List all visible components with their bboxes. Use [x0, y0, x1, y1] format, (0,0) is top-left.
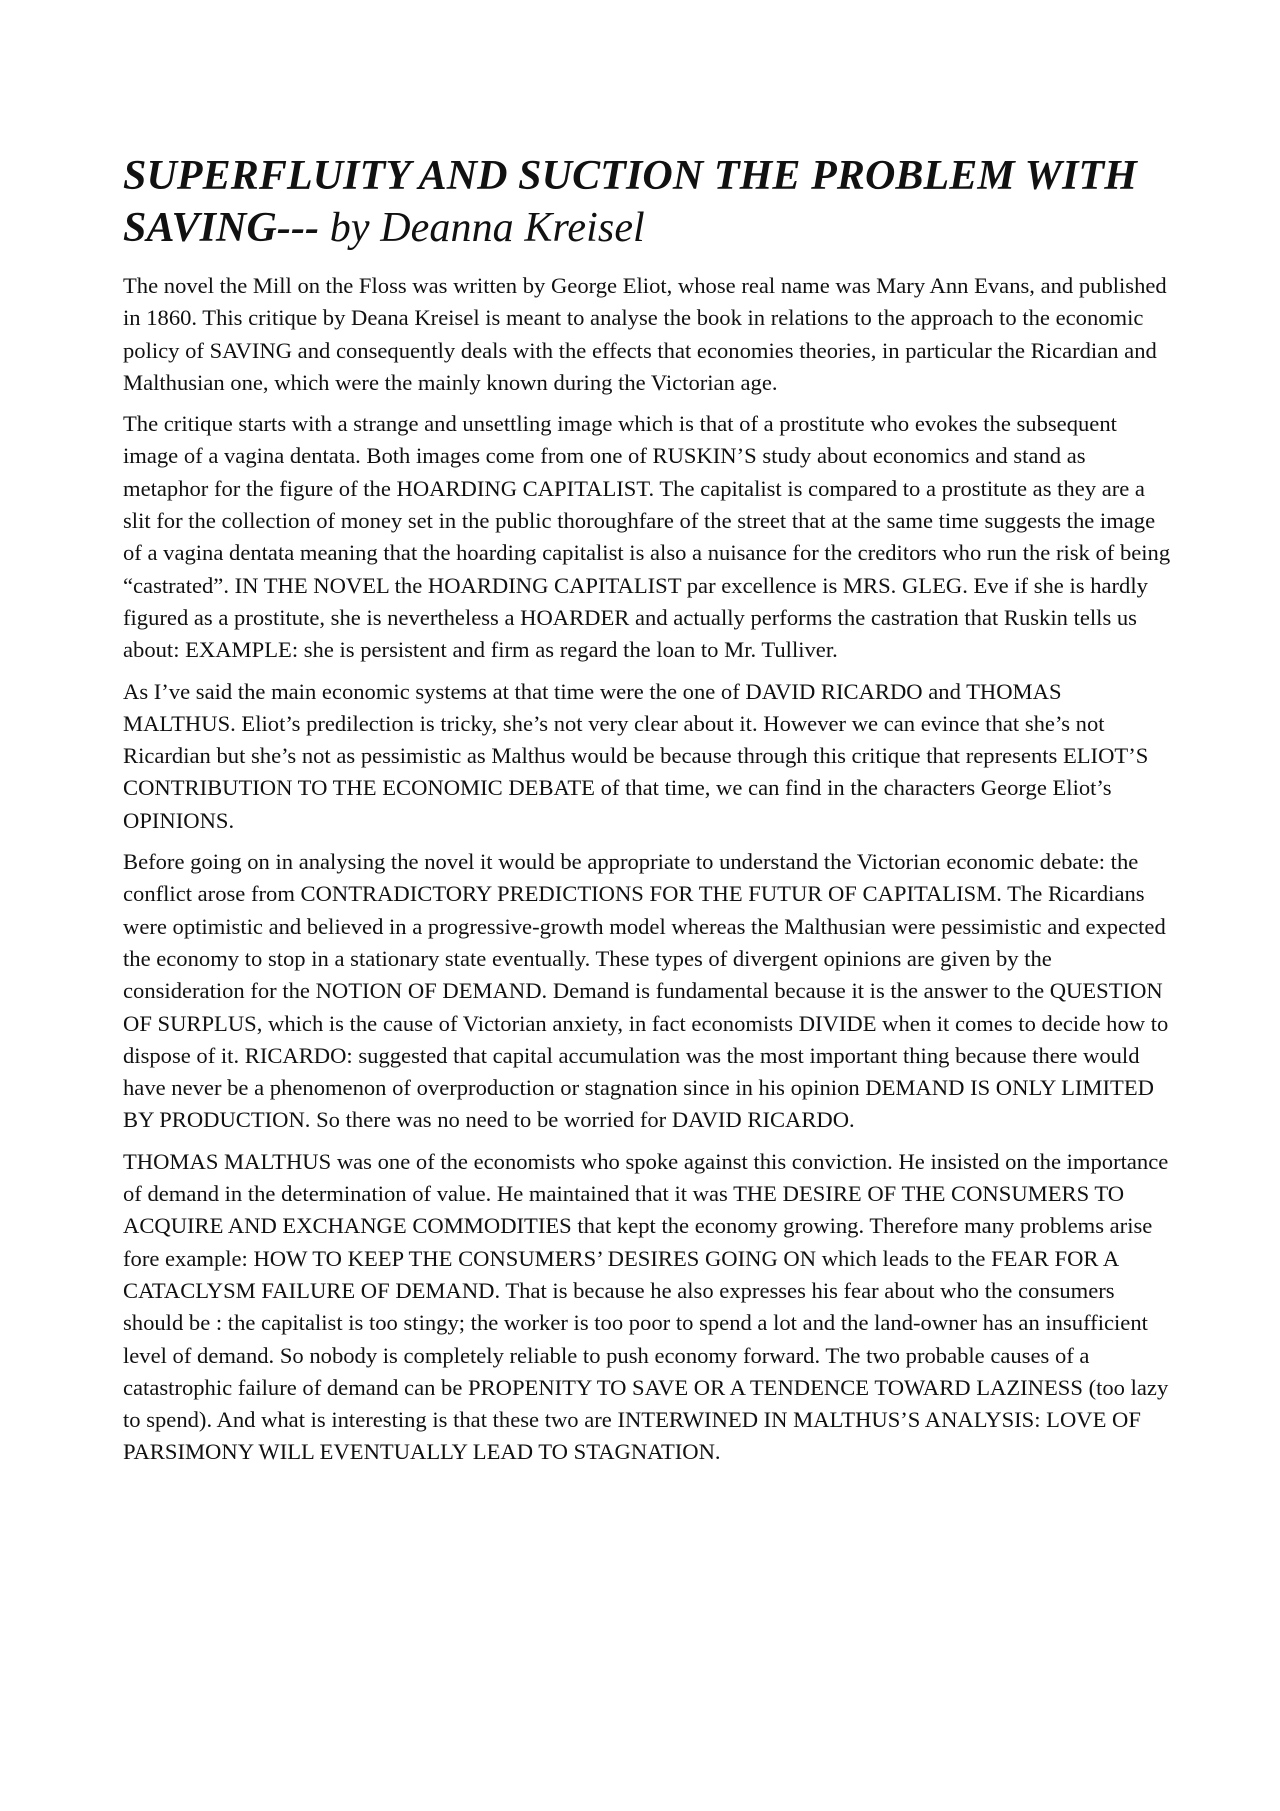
paragraph-intro: The novel the Mill on the Floss was written by George Eliot, whose real name was Mary Ann Evans, and published in 1860. This critique by Deana Kreisel is meant to analyse the book in relations to the approach to the economic policy of SAVING and consequently deals with the effects that economies theories, in particular the Ricardian and Malthusian one, which were the mainly known during the Victorian age. — [123, 273, 1167, 395]
paragraph-malthus: THOMAS MALTHUS was one of the economists who spoke against this conviction. He insisted on the importance of demand in the determination of value. He maintained that it was THE DESIRE OF THE CONSUMERS TO ACQUIRE AND EXCHANGE COMMODITIES that kept the economy growing. Therefore many problems arise fore example: HOW TO KEEP THE CONSUMERS’ DESIRES GOING ON which leads to the FEAR FOR A CATACLYSM FAILURE OF DEMAND. That is because he also expresses his fear about who the consumers should be : the capitalist is too stingy; the worker is too poor to spend a lot and the land-owner has an insufficient level of demand. So nobody is completely reliable to push economy forward. The two probable causes of a catastrophic failure of demand can be PROPENITY TO SAVE OR A TENDENCE TOWARD LAZINESS (too lazy to spend). And what is interesting is that these two are INTERWINED IN MALTHUS’S ANALYSIS: LOVE OF PARSIMONY WILL EVENTUALLY LEAD TO STAGNATION. — [123, 1148, 1169, 1465]
document-page — [123, 150, 1175, 1478]
paragraph-economic-systems: As I’ve said the main economic systems at that time were the one of DAVID RICARDO and THOMAS MALTHUS. Eliot’s predilection is tricky, she’s not very clear about it. However we can evince that she’s not Ricardian but she’s not as pessimistic as Malthus would be because through this critique that represents ELIOT’S CONTRIBUTION TO THE ECONOMIC DEBATE of that time, we can find in the characters George Eliot’s OPINIONS. — [123, 678, 1149, 833]
title-byline: by Deanna Kreisel — [329, 205, 645, 251]
paragraph-victorian-debate: Before going on in analysing the novel it would be appropriate to understand the Victorian economic debate: the conflict arose from CONTRADICTORY PREDICTIONS FOR THE FUTUR OF CAPITALISM. The Ricardians were optimistic and believed in a progressive-growth model whereas the Malthusian were pessimistic and expected the economy to stop in a stationary state eventually. These types of divergent opinions are given by the consideration for the NOTION OF DEMAND. Demand is fundamental because it is the answer to the QUESTION OF SURPLUS, which is the cause of Victorian anxiety, in fact economists DIVIDE when it comes to decide how to dispose of it. RICARDO: suggested that capital accumulation was the most important thing because there would have never be a phenomenon of overproduction or stagnation since in his opinion DEMAND IS ONLY LIMITED BY PRODUCTION. So there was no need to be worried for DAVID RICARDO. — [123, 849, 1169, 1133]
document-title — [123, 150, 1175, 254]
paragraph-ruskin-image: The critique starts with a strange and unsettling image which is that of a prostitute who evokes the subsequent image of a vagina dentata. Both images come from one of RUSKIN’S study about economics and stand as metaphor for the figure of the HOARDING CAPITALIST. The capitalist is compared to a prostitute as they are a slit for the collection of money set in the public thoroughfare of the street that at the same time suggests the image of a vagina dentata meaning that the hoarding capitalist is also a nuisance for the creditors who run the risk of being “castrated”. IN THE NOVEL the HOARDING CAPITALIST par excellence is MRS. GLEG. Eve if she is hardly figured as a prostitute, she is nevertheless a HOARDER and actually performs the castration that Ruskin tells us about: EXAMPLE: she is persistent and firm as regard the loan to Mr. Tulliver. — [123, 411, 1171, 663]
title-main: SUPERFLUITY AND SUCTION THE PROBLEM WITH SAVING--- — [123, 153, 1138, 251]
